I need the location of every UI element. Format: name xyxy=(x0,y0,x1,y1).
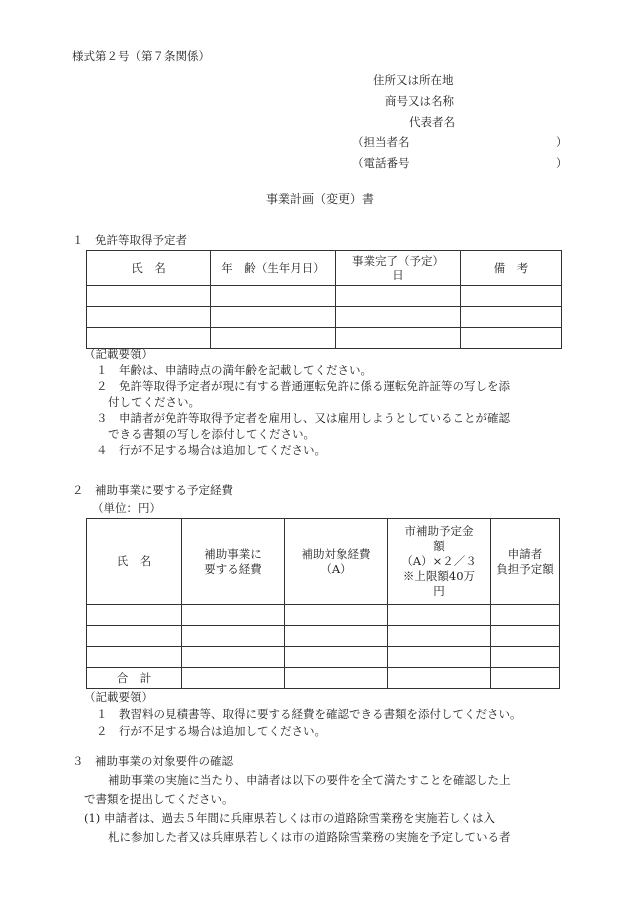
notes-title: （記載要領） xyxy=(84,690,153,704)
unit-label: （単位：円） xyxy=(92,501,161,515)
note-line: ２ 行が不足する場合は追加してください。 xyxy=(96,724,326,738)
col-project-cost: 補助事業に 要する経費 xyxy=(182,519,285,605)
total-row xyxy=(87,668,560,689)
section3-line: (1) 申請者は、過去５年間に兵庫県若しくは市の道路除雪業務を実施若しくは入 xyxy=(84,811,495,825)
person-in-charge-label: （担当者名 xyxy=(352,135,410,149)
col-name: 氏 名 xyxy=(87,519,182,605)
note-line: ３ 申請者が免許等取得予定者を雇用し、又は雇用しようとしていることが確認 xyxy=(96,411,510,425)
table-row xyxy=(87,286,562,307)
note-line: １ 年齢は、申請時点の満年齢を記載してください。 xyxy=(96,363,372,377)
col-remarks: 備 考 xyxy=(461,251,562,286)
applicant-table xyxy=(86,250,562,349)
section3-line: 札に参加した者又は兵庫県若しくは市の道路除雪業務の実施を予定している者 xyxy=(108,830,511,844)
table-row xyxy=(87,328,562,349)
note-line: 付してください。 xyxy=(108,395,200,409)
person-in-charge-close: ） xyxy=(556,135,568,149)
document-title: 事業計画（変更）書 xyxy=(266,192,375,206)
section3-line: 補助事業の実施に当たり、申請者は以下の要件を全て満たすことを確認した上 xyxy=(108,773,511,787)
representative-label: 代表者名 xyxy=(409,115,455,129)
col-applicant-share: 申請者 負担予定額 xyxy=(491,519,560,605)
note-line: できる書類の写しを添付してください。 xyxy=(108,427,315,441)
total-label: 合 計 xyxy=(87,668,182,689)
expense-table xyxy=(86,518,560,689)
table-row xyxy=(87,605,560,626)
col-eligible-cost: 補助対象経費 （A） xyxy=(285,519,388,605)
section2-heading: ２ 補助事業に要する予定経費 xyxy=(72,483,233,497)
notes-title: （記載要領） xyxy=(84,347,153,361)
col-city-subsidy: 市補助予定金 額 （A）×２／３ ※上限額40万 円 xyxy=(388,519,491,605)
note-line: １ 教習料の見積書等、取得に要する経費を確認できる書類を添付してください。 xyxy=(96,707,522,721)
address-label: 住所又は所在地 xyxy=(373,73,454,87)
section3-line: で書類を提出してください。 xyxy=(84,792,234,806)
phone-close: ） xyxy=(556,156,568,170)
section1-heading: １ 免許等取得予定者 xyxy=(72,233,187,247)
section3-heading: ３ 補助事業の対象要件の確認 xyxy=(72,754,233,768)
trade-name-label: 商号又は名称 xyxy=(385,94,454,108)
form-number: 様式第２号（第７条関係） xyxy=(72,49,210,63)
col-age: 年 齢（生年月日） xyxy=(211,251,336,286)
note-line: ４ 行が不足する場合は追加してください。 xyxy=(96,443,326,457)
col-completion: 事業完了（予定）日 xyxy=(336,251,461,286)
note-line: ２ 免許等取得予定者が現に有する普通運転免許に係る運転免許証等の写しを添 xyxy=(96,379,510,393)
col-name: 氏 名 xyxy=(87,251,211,286)
table-row xyxy=(87,647,560,668)
table-row xyxy=(87,307,562,328)
table-row xyxy=(87,626,560,647)
phone-label: （電話番号 xyxy=(352,156,410,170)
